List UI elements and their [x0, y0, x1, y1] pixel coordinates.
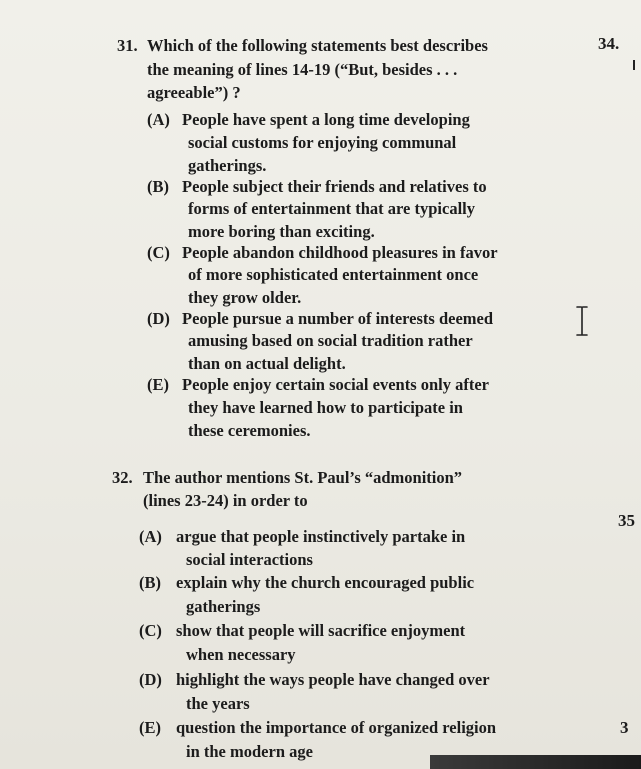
option-text-line: than on actual delight. [188, 354, 346, 373]
option-text-line: People pursue a number of interests deemed [182, 309, 494, 328]
next-column-line-number: 35 [618, 511, 635, 530]
question-stem-line: the meaning of lines 14-19 (“But, besides . . . [147, 60, 458, 79]
option-text-line: People have spent a long time developing [182, 110, 470, 129]
text-cursor-icon [575, 306, 589, 336]
question-stem-line: The author mentions St. Paul’s “admonition” [143, 468, 463, 487]
option-text-line: People enjoy certain social events only after [182, 375, 490, 394]
option-letter: (D) [147, 309, 170, 328]
question-stem-line: agreeable”) ? [147, 83, 241, 102]
option-letter: (B) [139, 573, 161, 592]
option-text-line: People subject their friends and relatives to [182, 177, 487, 196]
option-text-line: when necessary [186, 645, 296, 664]
option-text-line: the years [186, 694, 250, 713]
option-text-line: gatherings. [188, 156, 267, 175]
cut-off-mark [633, 60, 635, 70]
next-column-line-number: 3 [620, 718, 629, 737]
option-letter: (D) [139, 670, 162, 689]
question-stem-line: (lines 23-24) in order to [143, 491, 308, 510]
option-text-line: they have learned how to participate in [188, 398, 463, 417]
option-letter: (A) [139, 527, 162, 546]
option-text-line: in the modern age [186, 742, 313, 761]
option-text-line: argue that people instinctively partake in [176, 527, 466, 546]
option-text-line: social customs for enjoying communal [188, 133, 457, 152]
option-text-line: more boring than exciting. [188, 222, 375, 241]
option-text-line: social interactions [186, 550, 313, 569]
option-letter: (E) [147, 375, 169, 394]
option-letter: (C) [139, 621, 162, 640]
option-text-line: of more sophisticated entertainment once [188, 265, 479, 284]
option-text-line: amusing based on social tradition rather [188, 331, 473, 350]
question-number: 32. [112, 468, 133, 487]
option-letter: (E) [139, 718, 161, 737]
option-text-line: explain why the church encouraged public [176, 573, 475, 592]
option-text-line: gatherings [186, 597, 261, 616]
option-text-line: highlight the ways people have changed over [176, 670, 490, 689]
next-column-question-number: 34. [598, 34, 620, 53]
option-text-line: question the importance of organized religion [176, 718, 497, 737]
option-letter: (A) [147, 110, 170, 129]
option-text-line: forms of entertainment that are typically [188, 199, 476, 218]
option-text-line: they grow older. [188, 288, 302, 307]
option-letter: (C) [147, 243, 170, 262]
option-text-line: these ceremonies. [188, 421, 311, 440]
option-text-line: People abandon childhood pleasures in favor [182, 243, 498, 262]
option-letter: (B) [147, 177, 169, 196]
device-edge [430, 755, 641, 769]
question-stem-line: Which of the following statements best describes [147, 36, 488, 55]
question-number: 31. [117, 36, 138, 55]
option-text-line: show that people will sacrifice enjoyment [176, 621, 466, 640]
